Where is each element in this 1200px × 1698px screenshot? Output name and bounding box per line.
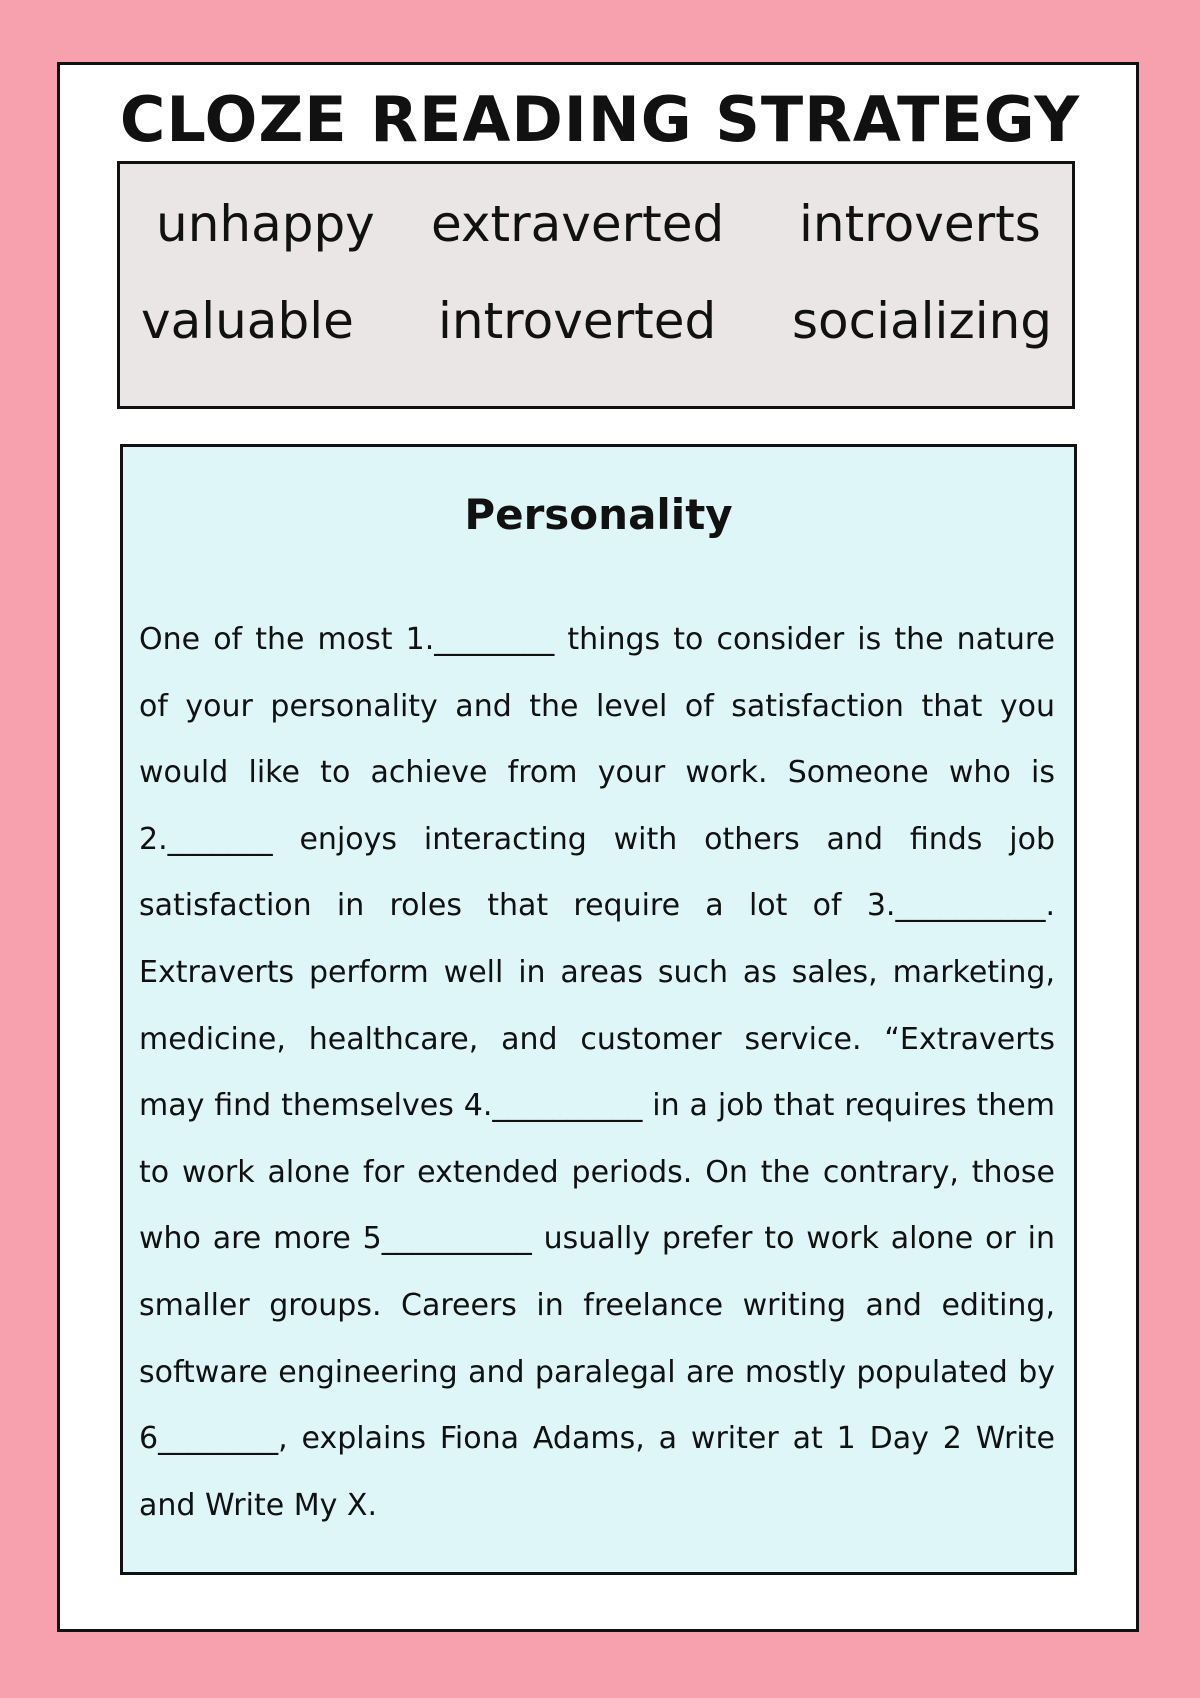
word-bank-item: introverts (799, 195, 1041, 253)
word-bank (117, 161, 1075, 409)
word-bank-item: extraverted (431, 195, 725, 253)
word-bank-item: introverted (438, 292, 717, 350)
passage-text: One of the most 1.________ things to consider is the nature of your personality and the level of satisfaction that you would like to achieve from your work. Someone who is 2._______ enjoys interacting with others and finds job satisfaction in roles that require a lot of 3.__________. Extraverts perform well in areas such as sales, marketing, medicine, healthcare, and customer service. “Extraverts may find themselves 4.__________ in a job that requires them to work alone for extended periods. On the contrary, those who are more 5__________ usually prefer to work alone or in smaller groups. Careers in freelance writing and editing, software engineering and paralegal are mostly populated by 6________, explains Fiona Adams, a writer at 1 Day 2 Write and Write My X. (139, 622, 1055, 1523)
word-bank-item: socializing (792, 292, 1053, 350)
passage-title: Personality (464, 490, 733, 539)
word-bank-item: valuable (141, 292, 354, 350)
reading-passage (120, 444, 1077, 1575)
page-title: CLOZE READING STRATEGY (119, 83, 1081, 156)
word-bank-item: unhappy (156, 195, 375, 253)
